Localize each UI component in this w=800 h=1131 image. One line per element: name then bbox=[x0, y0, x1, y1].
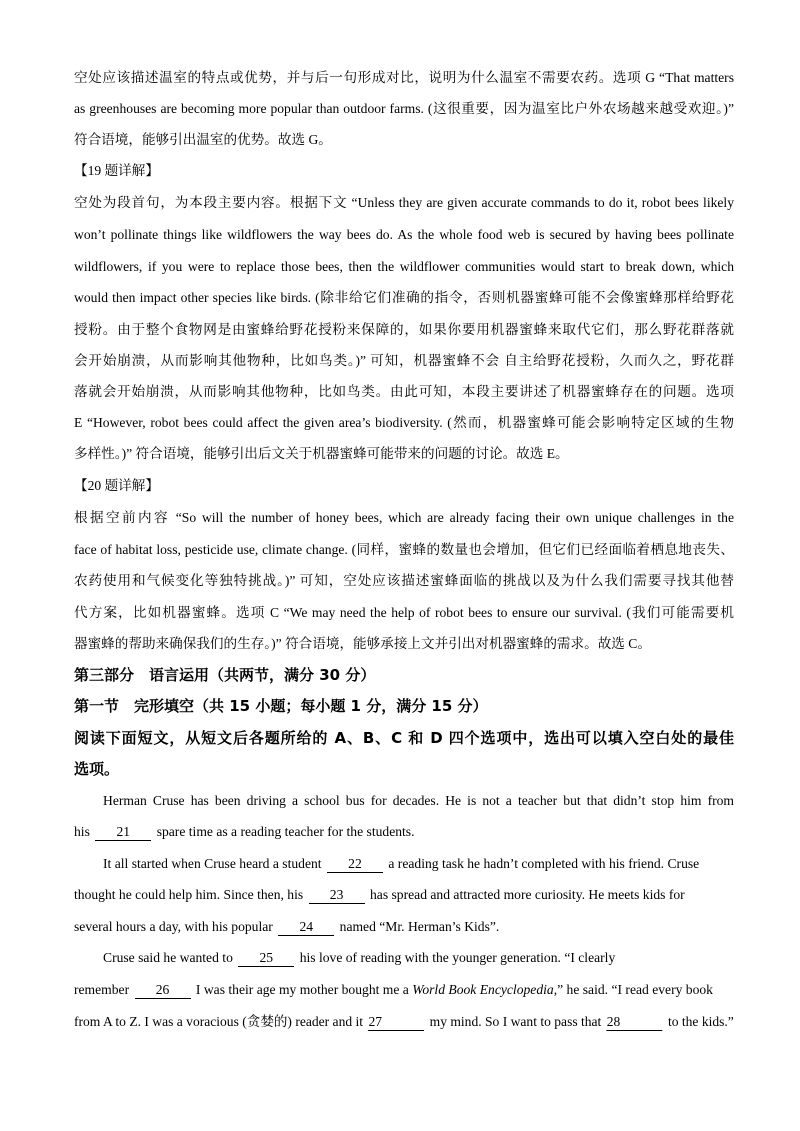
q19-explanation-line-9: 多样性。)” 符合语境，能够引出后文关于机器蜜蜂可能带来的问题的讨论。故选 E。 bbox=[74, 446, 569, 461]
cloze-text: It all started when Cruse heard a student bbox=[103, 856, 322, 871]
cloze-text: to the kids.” bbox=[667, 1014, 734, 1029]
q19-explanation-line-8: E “However, robot bees could affect the given area’s biodiversity. (然而，机器蜜蜂可能会影响特定区域的生物 bbox=[74, 415, 734, 430]
q19-explanation-line-3: wildflowers, if you were to replace those bees, then the wildflower communities would start to break down, which bbox=[74, 259, 734, 274]
cloze-paragraph-3-line-2 bbox=[74, 980, 734, 1000]
instruction-line-1: 阅读下面短文，从短文后各题所给的 A、B、C 和 D 四个选项中，选出可以填入空白处的最佳 bbox=[74, 729, 734, 747]
blank-21[interactable]: 21 bbox=[95, 824, 151, 841]
section-one-heading: 第一节 完形填空（共 15 小题；每小题 1 分，满分 15 分） bbox=[74, 697, 488, 715]
cloze-paragraph-1-line-1: Herman Cruse has been driving a school bus for decades. He is not a teacher but that didn’t stop him from bbox=[103, 793, 734, 808]
q20-explanation-line-1: 根据空前内容 “So will the number of honey bees, which are already facing their own unique challenges in the bbox=[74, 510, 734, 525]
cloze-text: several hours a day, with his popular bbox=[74, 919, 273, 934]
q18-explanation-line-3: 符合语境，能够引出温室的优势。故选 G。 bbox=[74, 132, 332, 147]
q19-explanation-line-4: would then impact other species like birds. (除非给它们准确的指令，否则机器蜜蜂可能不会像蜜蜂那样给野花 bbox=[74, 290, 734, 305]
blank-23[interactable]: 23 bbox=[309, 887, 365, 904]
q19-explanation-line-7: 落就会开始崩溃，从而影响其他物种，比如鸟类。由此可知，本段主要讲述了机器蜜蜂存在的问题。选项 bbox=[74, 384, 734, 399]
cloze-paragraph-3-line-1 bbox=[103, 948, 734, 968]
book-title: World Book Encyclopedia bbox=[412, 982, 554, 997]
q19-explanation-line-2: won’t pollinate things like wildflowers the way bees do. As the whole food web is secured by having bees pollinate bbox=[74, 227, 734, 242]
cloze-text: spare time as a reading teacher for the students. bbox=[156, 824, 415, 839]
q19-explanation-line-5: 授粉。由于整个食物网是由蜜蜂给野花授粉来保障的，如果你要用机器蜜蜂来取代它们，那么野花群落就 bbox=[74, 322, 734, 337]
blank-22[interactable]: 22 bbox=[327, 856, 383, 873]
q18-explanation-line-1: 空处应该描述温室的特点或优势，并与后一句形成对比，说明为什么温室不需要农药。选项 G “That matters bbox=[74, 70, 734, 85]
cloze-text: his bbox=[74, 824, 90, 839]
instruction-line-2: 选项。 bbox=[74, 760, 120, 778]
cloze-text: his love of reading with the younger generation. “I clearly bbox=[299, 950, 616, 965]
cloze-text: ,” he said. “I read every book bbox=[553, 982, 713, 997]
q20-explanation-line-3: 农药使用和气候变化等独特挑战。)” 可知，空处应该描述蜜蜂面临的挑战以及为什么我们需要寻找其他替 bbox=[74, 573, 734, 588]
blank-27[interactable]: 27 bbox=[368, 1014, 424, 1031]
cloze-paragraph-1-line-2 bbox=[74, 822, 734, 842]
cloze-text: remember bbox=[74, 982, 130, 997]
q19-explanation-line-6: 会开始崩溃，从而影响其他物种，比如鸟类。)” 可知，机器蜜蜂不会 自主给野花授粉，久而久之，野花群 bbox=[74, 353, 734, 368]
q20-explanation-line-5: 器蜜蜂的帮助来确保我们的生存。)” 符合语境，能够承接上文并引出对机器蜜蜂的需求。故选 C。 bbox=[74, 636, 651, 651]
cloze-text: a reading task he hadn’t completed with his friend. Cruse bbox=[388, 856, 700, 871]
cloze-paragraph-2-line-2 bbox=[74, 885, 734, 905]
blank-25[interactable]: 25 bbox=[238, 950, 294, 967]
cloze-paragraph-2-line-1 bbox=[103, 854, 734, 874]
blank-26[interactable]: 26 bbox=[135, 982, 191, 999]
cloze-text: thought he could help him. Since then, his bbox=[74, 887, 304, 902]
cloze-text: has spread and attracted more curiosity. He meets kids for bbox=[370, 887, 685, 902]
cloze-text: named “Mr. Herman’s Kids”. bbox=[339, 919, 500, 934]
cloze-text: from A to Z. I was a voracious (贪婪的) reader and it bbox=[74, 1014, 364, 1029]
q20-explanation-line-4: 代方案，比如机器蜜蜂。选项 C “We may need the help of robot bees to ensure our survival. (我们可能需要机 bbox=[74, 605, 734, 620]
blank-24[interactable]: 24 bbox=[278, 919, 334, 936]
q20-explanation-line-2: face of habitat loss, pesticide use, climate change. (同样，蜜蜂的数量也会增加，但它们已经面临着栖息地丧失、 bbox=[74, 542, 734, 557]
q19-explanation-line-1: 空处为段首句，为本段主要内容。根据下文 “Unless they are given accurate commands to do it, robot bees likely bbox=[74, 195, 734, 210]
blank-28[interactable]: 28 bbox=[607, 1014, 663, 1031]
cloze-text: my mind. So I want to pass that bbox=[429, 1014, 602, 1029]
part-three-heading: 第三部分 语言运用（共两节，满分 30 分） bbox=[74, 666, 376, 684]
cloze-text: Cruse said he wanted to bbox=[103, 950, 233, 965]
q20-heading: 【20 题详解】 bbox=[74, 478, 159, 493]
q18-explanation-line-2: as greenhouses are becoming more popular than outdoor farms. (这很重要，因为温室比户外农场越来越受欢迎。)” bbox=[74, 101, 734, 116]
q19-heading: 【19 题详解】 bbox=[74, 163, 159, 178]
cloze-paragraph-3-line-3 bbox=[74, 1012, 734, 1032]
cloze-paragraph-2-line-3 bbox=[74, 917, 734, 937]
cloze-text: I was their age my mother bought me a bbox=[195, 982, 409, 997]
